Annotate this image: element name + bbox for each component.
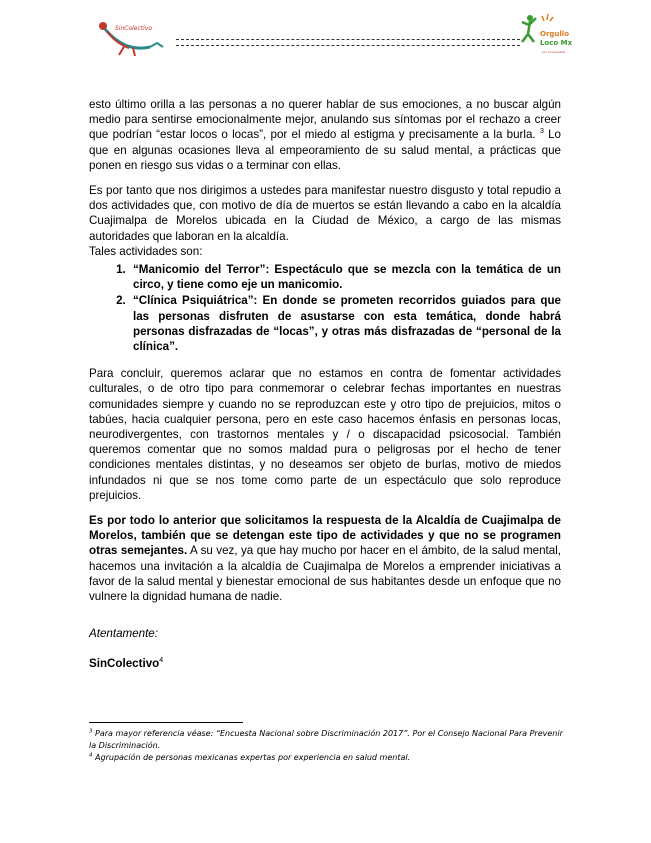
closing-salutation: Atentamente: xyxy=(89,627,158,641)
right-logo-line1: Orgullo xyxy=(540,30,570,38)
footnote-ref[interactable]: 4 xyxy=(159,656,164,664)
page-header xyxy=(0,0,651,70)
sincolectivo-logo xyxy=(95,17,170,57)
letter-body xyxy=(89,97,561,671)
paragraph: Es por tanto que nos dirigimos a ustedes para manifestar nuestro disgusto y total repudio a dos actividades que, con motivo de día de muertos se están llevando a cabo en la alcaldía Cuajimalpa de Morelos ubicada en la Ciudad de México, a cargo de las mismas autoridades que laboran en la alcaldía. xyxy=(89,184,561,243)
paragraph: Para concluir, queremos aclarar que no estamos en contra de fomentar actividades culturales, o de otro tipo para conmemorar o celebrar fechas importantes en nuestras comunidades siempre y cuando no se reproduzcan este y otro tipo de prejuicios, mitos o tabúes, hacia cualquier persona, pero en este caso hacemos énfasis en personas locas, neurodivergentes, con trastornos mentales y / o discapacidad psicosocial. También queremos comentar que no somos maldad pura o peligrosas por el hecho de tener condiciones mentales distintas, y no deseamos ser objeto de burlas, motivo de miedos infundados ni que se nos tome como parte de un espectáculo que solo reproduce prejuicios. xyxy=(89,367,561,502)
orgullo-loco-logo xyxy=(520,12,580,62)
signature: SinColectivo$^4$ xyxy=(89,656,164,670)
activities-list xyxy=(89,262,561,354)
footnotes xyxy=(89,728,567,764)
header-divider xyxy=(176,39,520,46)
list-item: 1. “Manicomio del Terror”: Espectáculo que se mezcla con la temática de un circo, y tiene como eje un manicomio. xyxy=(129,262,561,292)
paragraph: esto último orilla a las personas a no querer hablar de sus emociones, a no buscar algún medio para sentirse emocionalmente mejor, anulando sus síntomas por el rechazo a creer que podrían “estar locos o locas”, por el miedo al estigma y precisamente a la burla. $^3$ Lo que en algunas ocasiones lleva al empeoramiento de su salud mental, a prácticas que ponen en riesgo sus vidas o a terminar con ellas. xyxy=(89,98,561,172)
footnote: $^3$ Para mayor referencia véase: “Encuesta Nacional sobre Discriminación 2017”. Por el Consejo Nacional Para Prevenir la Discriminación. xyxy=(89,728,563,750)
right-logo-line2: Loco Mx xyxy=(540,39,573,47)
left-logo-text: SinColectivo xyxy=(115,25,153,32)
figure-logo-icon xyxy=(95,17,170,57)
paragraph: Tales actividades son: xyxy=(89,244,203,258)
footnote: $^4$ Agrupación de personas mexicanas expertas por experiencia en salud mental. xyxy=(89,752,411,762)
list-item: 2. “Clínica Psiquiátrica”: En donde se prometen recorridos guiados para que las personas disfruten de asustarse con esta temática, donde habrá personas disfrazadas de “locas”, y otras más disfrazadas de “personal de la clínica”. xyxy=(129,293,561,354)
closing-block xyxy=(89,626,561,670)
right-logo-tagline: por el bienestar xyxy=(542,50,566,54)
footnote-divider xyxy=(89,722,243,723)
paragraph: Es por todo lo anterior que solicitamos la respuesta de la Alcaldía de Cuajimalpa de Morelos, también que se detengan este tipo de actividades y que no se programen otras semejantes. A su vez, ya que hay mucho por hacer en el ámbito, de la salud mental, hacemos una invitación a la alcaldía de Cuajimalpa de Morelos a emprender iniciativas a favor de la salud mental y bienestar emocional de sus habitantes desde un enfoque que no vulnere la dignidad humana de nadie. xyxy=(89,514,562,604)
footnote-ref[interactable]: 3 xyxy=(539,128,544,136)
